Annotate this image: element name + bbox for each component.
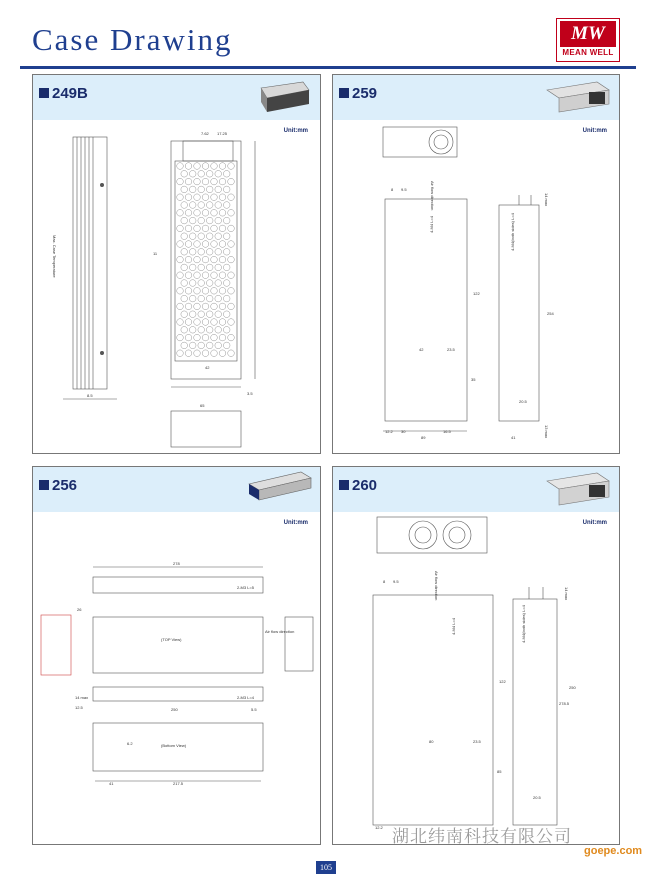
vent-hole: [181, 342, 188, 349]
vent-hole: [198, 311, 205, 318]
dim-label: 278: [173, 561, 180, 566]
dim-label: 42: [205, 365, 210, 370]
vent-hole: [211, 178, 218, 185]
vent-hole: [181, 327, 188, 334]
vent-hole: [181, 295, 188, 302]
vent-hole: [177, 272, 184, 279]
vent-hole: [211, 288, 218, 295]
unit-label: Unit:mm: [582, 520, 607, 526]
dim-label: 14 max: [544, 193, 549, 207]
vent-hole: [189, 327, 196, 334]
screw-note: 2-M3 L=5: [237, 585, 255, 590]
vent-hole: [211, 256, 218, 263]
vent-hole: [177, 303, 184, 310]
vent-hole: [228, 241, 235, 248]
vent-hole: [223, 280, 230, 287]
vent-hole: [185, 319, 192, 326]
vent-hole: [189, 202, 196, 209]
vent-hole: [198, 186, 205, 193]
vent-hole: [219, 225, 226, 232]
vent-hole: [194, 334, 201, 341]
vent-hole: [194, 256, 201, 263]
dim-label: 35: [471, 377, 476, 382]
vent-hole: [194, 350, 201, 357]
vent-hole: [185, 194, 192, 201]
vent-hole: [228, 272, 235, 279]
vent-hole: [206, 202, 213, 209]
vent-hole: [194, 288, 201, 295]
vent-hole: [181, 233, 188, 240]
vent-hole: [223, 327, 230, 334]
vent-hole: [223, 217, 230, 224]
vent-hole: [206, 327, 213, 334]
vent-hole: [223, 295, 230, 302]
vent-hole: [206, 280, 213, 287]
vent-hole: [202, 256, 209, 263]
vent-hole: [198, 295, 205, 302]
panel-256: [32, 466, 321, 845]
vent-hole: [223, 186, 230, 193]
vent-hole: [198, 264, 205, 271]
dim-label: 6.2: [127, 741, 133, 746]
vent-hole: [181, 280, 188, 287]
vent-hole: [177, 210, 184, 217]
vent-hole: [185, 210, 192, 217]
vent-hole: [206, 342, 213, 349]
vent-hole: [223, 311, 230, 318]
vent-hole: [181, 311, 188, 318]
vent-hole: [215, 280, 222, 287]
vent-hole: [211, 303, 218, 310]
vent-hole: [177, 350, 184, 357]
vent-hole: [194, 178, 201, 185]
vent-hole: [228, 210, 235, 217]
vent-hole: [194, 303, 201, 310]
vent-hole: [223, 202, 230, 209]
vent-hole: [185, 303, 192, 310]
vent-hole: [189, 280, 196, 287]
vent-hole: [198, 342, 205, 349]
screw-note: 4-M4 L=4: [429, 215, 434, 233]
vent-hole: [194, 272, 201, 279]
vent-hole: [202, 194, 209, 201]
vent-hole: [215, 327, 222, 334]
vent-hole: [198, 171, 205, 178]
unit-label: Unit:mm: [582, 128, 607, 134]
view-label: (TOP View): [161, 637, 182, 642]
vent-hole: [228, 350, 235, 357]
vent-hole: [202, 163, 209, 170]
vent-hole: [185, 256, 192, 263]
vent-hole: [198, 280, 205, 287]
vent-hole: [185, 178, 192, 185]
vent-hole: [189, 342, 196, 349]
vent-hole: [202, 319, 209, 326]
vent-hole: [215, 264, 222, 271]
vent-hole: [202, 350, 209, 357]
vent-hole: [194, 163, 201, 170]
vent-hole: [228, 288, 235, 295]
vent-hole: [202, 210, 209, 217]
dim-label: 17.25: [217, 131, 228, 136]
dim-label: 41: [109, 781, 114, 786]
vent-hole: [189, 311, 196, 318]
vent-hole: [211, 163, 218, 170]
vent-hole: [223, 342, 230, 349]
dim-label: 85: [497, 769, 502, 774]
dim-label: 80: [429, 739, 434, 744]
dim-label: 8: [383, 579, 386, 584]
vent-hole: [219, 256, 226, 263]
vent-hole: [177, 319, 184, 326]
vent-hole: [215, 233, 222, 240]
vent-hole: [215, 217, 222, 224]
vent-hole: [211, 319, 218, 326]
vent-hole: [228, 225, 235, 232]
site-watermark: goepe.com: [584, 845, 643, 857]
vent-hole: [215, 311, 222, 318]
vent-hole: [211, 334, 218, 341]
case-drawing-256: [33, 467, 320, 844]
vent-hole: [181, 217, 188, 224]
dim-label: 41: [511, 435, 516, 440]
vent-hole: [185, 241, 192, 248]
vent-hole: [219, 350, 226, 357]
vent-hole: [185, 288, 192, 295]
logo-text: MEAN WELL: [562, 48, 614, 57]
dim-label: 14 max: [564, 587, 569, 601]
vent-hole: [185, 163, 192, 170]
vent-hole: [189, 233, 196, 240]
vent-hole: [181, 264, 188, 271]
dim-label: 122: [473, 291, 480, 296]
vent-hole: [185, 334, 192, 341]
vent-hole: [223, 171, 230, 178]
vent-hole: [211, 194, 218, 201]
vent-hole: [194, 319, 201, 326]
unit-label: Unit:mm: [283, 520, 308, 526]
vent-hole: [202, 303, 209, 310]
vent-hole: [181, 202, 188, 209]
dim-label: 12.2: [375, 825, 383, 830]
vent-hole: [194, 225, 201, 232]
vent-hole: [202, 225, 209, 232]
unit-label: Unit:mm: [283, 128, 308, 134]
dim-label: 278.5: [559, 701, 570, 706]
vent-hole: [177, 163, 184, 170]
vent-hole: [223, 249, 230, 256]
vent-hole: [206, 233, 213, 240]
dim-label: 12.2: [385, 429, 393, 434]
watermark: 湖北纬南科技有限公司: [392, 827, 572, 846]
vent-hole: [177, 334, 184, 341]
vent-hole: [206, 264, 213, 271]
vent-hole: [177, 241, 184, 248]
vent-hole: [185, 225, 192, 232]
vent-hole: [215, 342, 222, 349]
vent-hole: [219, 319, 226, 326]
case-number: 259: [339, 85, 377, 102]
dim-label: 13 max: [544, 425, 549, 439]
vent-hole: [211, 210, 218, 217]
vent-hole: [181, 186, 188, 193]
screw-note: 2-M3 L=4: [237, 695, 255, 700]
screw-note: 4-M4(both sides) L=4: [510, 213, 515, 251]
airflow-note: Air flow direction: [434, 571, 439, 601]
vent-hole: [185, 272, 192, 279]
case-drawing-249b: [33, 75, 320, 453]
page-number: 105: [316, 861, 336, 874]
dim-label: 254: [547, 311, 554, 316]
dim-label: 217.5: [173, 781, 184, 786]
vent-hole: [219, 194, 226, 201]
vent-hole: [189, 217, 196, 224]
vent-hole: [206, 295, 213, 302]
dim-label: 11: [153, 251, 158, 256]
vent-hole: [177, 178, 184, 185]
vent-hole: [202, 334, 209, 341]
page-title: Case Drawing: [32, 22, 233, 57]
vent-hole: [219, 241, 226, 248]
vent-hole: [228, 334, 235, 341]
screw-note: 4-M4(both sides) L=4: [521, 605, 526, 643]
case-number: 249B: [39, 85, 88, 102]
vent-hole: [219, 272, 226, 279]
vent-hole: [211, 350, 218, 357]
vent-hole: [194, 241, 201, 248]
vent-hole: [211, 272, 218, 279]
airflow-note: Air flow direction: [265, 629, 295, 634]
dim-label: 8.5: [87, 393, 93, 398]
case-number: 256: [39, 477, 77, 494]
dim-label: 23.5: [447, 347, 455, 352]
vent-hole: [181, 171, 188, 178]
dim-label: 26: [77, 607, 82, 612]
panel-259: [332, 74, 620, 454]
vent-hole: [228, 163, 235, 170]
vent-hole: [177, 225, 184, 232]
vent-hole: [181, 249, 188, 256]
case-number: 260: [339, 477, 377, 494]
dim-label: 122: [499, 679, 506, 684]
dim-label: 8: [391, 187, 394, 192]
vent-hole: [223, 233, 230, 240]
dim-label: 9.5: [393, 579, 399, 584]
vent-hole: [228, 256, 235, 263]
vent-hole: [185, 350, 192, 357]
title-rule: [20, 66, 636, 69]
panel-249b: [32, 74, 321, 454]
dim-label: 250: [569, 685, 576, 690]
vent-hole: [215, 202, 222, 209]
dim-label: 3.5: [247, 391, 253, 396]
case-drawing-260: [333, 467, 619, 844]
vent-hole: [219, 163, 226, 170]
case-temp-note: Max. Case Temperature: [52, 235, 57, 278]
vent-hole: [189, 171, 196, 178]
dim-label: 14 max: [75, 695, 89, 700]
vent-hole: [215, 186, 222, 193]
mean-well-logo: [556, 18, 620, 62]
vent-hole: [223, 264, 230, 271]
vent-hole: [198, 249, 205, 256]
dim-label: 7.62: [201, 131, 209, 136]
vent-hole: [219, 288, 226, 295]
vent-hole: [206, 186, 213, 193]
dim-label: 250: [171, 707, 178, 712]
case-drawing-259: [333, 75, 619, 453]
vent-hole: [215, 171, 222, 178]
vent-hole: [206, 311, 213, 318]
vent-hole: [206, 249, 213, 256]
vent-hole: [202, 241, 209, 248]
vent-hole: [194, 194, 201, 201]
vent-hole: [228, 194, 235, 201]
vent-hole: [211, 225, 218, 232]
vent-hole: [219, 334, 226, 341]
dim-label: 42: [419, 347, 424, 352]
vent-hole: [198, 217, 205, 224]
vent-hole: [194, 210, 201, 217]
vent-hole: [189, 249, 196, 256]
vent-hole: [228, 303, 235, 310]
vent-hole: [228, 319, 235, 326]
vent-hole: [189, 186, 196, 193]
dim-label: 16.5: [443, 429, 451, 434]
vent-hole: [177, 256, 184, 263]
vent-hole: [202, 288, 209, 295]
dim-label: 30: [401, 429, 406, 434]
vent-hole: [177, 288, 184, 295]
screw-note: 4-M4 L=4: [451, 617, 456, 635]
vent-hole: [202, 272, 209, 279]
vent-hole: [215, 295, 222, 302]
vent-hole: [198, 202, 205, 209]
dim-label: 89: [421, 435, 426, 440]
logo-mark: MW: [560, 21, 616, 47]
dim-label: 65: [200, 403, 205, 408]
dim-label: 5.5: [251, 707, 257, 712]
vent-hole: [198, 233, 205, 240]
vent-hole: [228, 178, 235, 185]
vent-hole: [215, 249, 222, 256]
vent-hole: [219, 178, 226, 185]
airflow-note: Air flow direction: [430, 181, 435, 211]
panel-260: [332, 466, 620, 845]
vent-hole: [189, 295, 196, 302]
dim-label: 12.5: [75, 705, 83, 710]
vent-hole: [189, 264, 196, 271]
vent-hole: [198, 327, 205, 334]
vent-hole: [206, 171, 213, 178]
dim-label: 20.5: [533, 795, 541, 800]
view-label: (Bottom View): [161, 743, 187, 748]
dim-label: 20.5: [519, 399, 527, 404]
vent-hole: [202, 178, 209, 185]
vent-hole: [219, 303, 226, 310]
vent-hole: [211, 241, 218, 248]
dim-label: 9.5: [401, 187, 407, 192]
vent-hole: [177, 194, 184, 201]
vent-hole: [206, 217, 213, 224]
dim-label: 23.5: [473, 739, 481, 744]
vent-hole: [219, 210, 226, 217]
